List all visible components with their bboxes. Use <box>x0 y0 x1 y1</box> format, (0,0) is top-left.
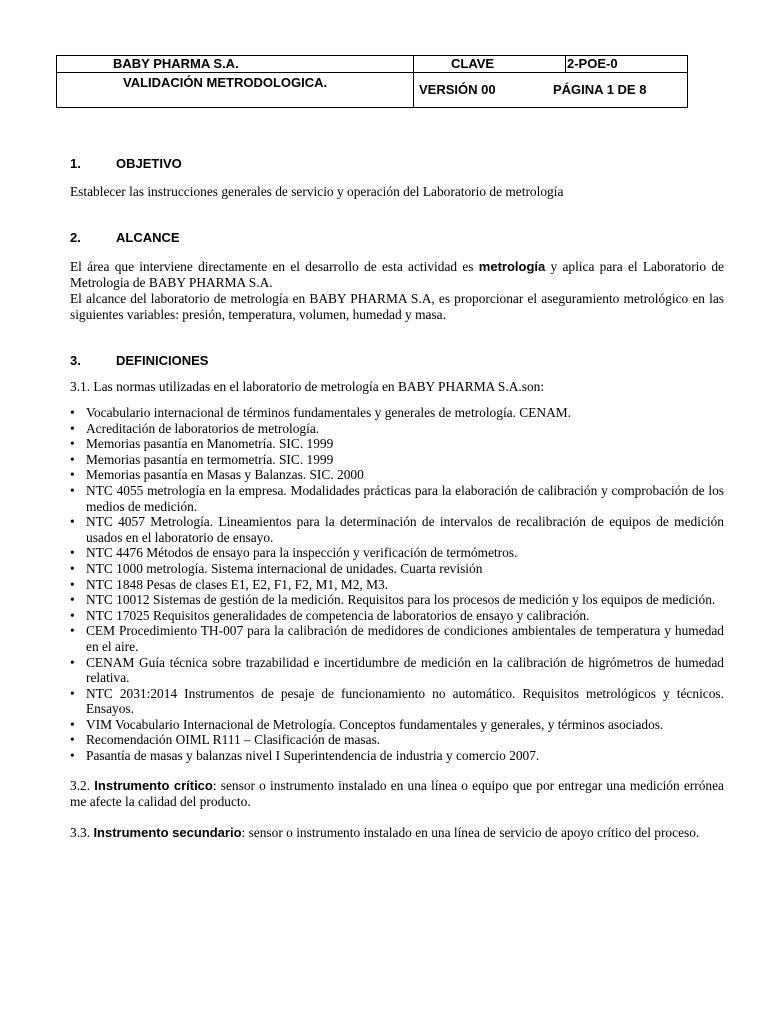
alcance-paragraph-1 <box>70 259 724 291</box>
header-divider-horizontal <box>57 72 687 73</box>
list-item: • VIM Vocabulario Internacional de Metrología. Conceptos fundamentales y generales, y términos asociados. <box>70 717 724 733</box>
section-title: OBJETIVO <box>116 156 182 171</box>
document-title: VALIDACIÓN METRODOLOGICA. <box>123 75 328 90</box>
section-objetivo-heading <box>70 156 724 172</box>
definition-text: : sensor o instrumento instalado en una línea de servicio de apoyo crítico del proceso. <box>241 824 700 840</box>
header-divider-vertical <box>413 56 414 107</box>
list-item: • Memorias pasantía en Masas y Balanzas. SIC. 2000 <box>70 467 724 483</box>
definition-term: Instrumento secundario <box>93 824 242 840</box>
clave-value: 2-POE-0 <box>567 56 618 71</box>
document-header-table <box>56 55 688 108</box>
list-item: • Memorias pasantía en Manometría. SIC. 1999 <box>70 436 724 452</box>
definition-number: 3.2. <box>70 777 95 793</box>
list-item: • NTC 1848 Pesas de clases E1, E2, F1, F2, M1, M2, M3. <box>70 577 724 593</box>
definiciones-intro: 3.1. Las normas utilizadas en el laboratorio de metrología en BABY PHARMA S.A.son: <box>70 379 545 394</box>
alcance-bold-term: metrología <box>478 259 546 274</box>
definition-3-2 <box>70 778 724 810</box>
list-item: • Pasantía de masas y balanzas nivel I Superintendencia de industria y comercio 2007. <box>70 748 724 764</box>
section-number: 2. <box>70 230 81 245</box>
alcance-paragraph-2: El alcance del laboratorio de metrología en BABY PHARMA S.A, es proporcionar el aseguramiento metrológico en las siguientes variables: presión, temperatura, volumen, humedad y masa. <box>70 291 724 322</box>
list-item: • Recomendación OIML R111 – Clasificación de masas. <box>70 732 724 748</box>
section-title: ALCANCE <box>116 230 180 245</box>
list-item: • Acreditación de laboratorios de metrología. <box>70 421 724 437</box>
definition-3-3 <box>70 825 724 841</box>
definition-number: 3.3. <box>70 824 94 840</box>
list-item: • NTC 17025 Requisitos generalidades de competencia de laboratorios de ensayo y calibración. <box>70 608 724 624</box>
alcance-text-before: El área que interviene directamente en el desarrollo de esta actividad es <box>70 259 479 274</box>
objetivo-text: Establecer las instrucciones generales de servicio y operación del Laboratorio de metrología <box>70 184 564 199</box>
version-label: VERSIÓN 00 <box>419 82 496 97</box>
header-divider-clave <box>565 56 566 72</box>
section-alcance-heading <box>70 230 724 246</box>
section-number: 3. <box>70 353 81 368</box>
list-item: • NTC 4476 Métodos de ensayo para la inspección y verificación de termómetros. <box>70 545 724 561</box>
definition-term: Instrumento crítico <box>94 777 213 793</box>
company-name: BABY PHARMA S.A. <box>113 56 239 71</box>
list-item: • CEM Procedimiento TH-007 para la calibración de medidores de condiciones ambientales de temperatura y humedad en el aire. <box>70 623 724 654</box>
alcance-text-after: y aplica para el Laboratorio de Metrologia de BABY PHARMA S.A. <box>70 259 724 290</box>
list-item: • CENAM Guía técnica sobre trazabilidad e incertidumbre de medición en la calibración de higrómetros de humedad relativa. <box>70 655 724 686</box>
section-number: 1. <box>70 156 81 171</box>
list-item: • Memorias pasantía en termometría. SIC. 1999 <box>70 452 724 468</box>
definition-text: : sensor o instrumento instalado en una línea o equipo que por entregar una medición errónea me afecte la calidad del producto. <box>70 777 724 809</box>
list-item: • NTC 2031:2014 Instrumentos de pesaje de funcionamiento no automático. Requisitos metrológicos y técnicos. Ensayos. <box>70 686 724 717</box>
page-label: PÁGINA 1 DE 8 <box>553 82 647 97</box>
document-body <box>70 150 724 841</box>
list-item: • NTC 4057 Metrología. Lineamientos para la determinación de intervalos de recalibración de equipos de medición usados en el laboratorio de ensayo. <box>70 514 724 545</box>
list-item: • Vocabulario internacional de términos fundamentales y generales de metrología. CENAM. <box>70 405 724 421</box>
list-item: • NTC 4055 metrología en la empresa. Modalidades prácticas para la elaboración de calibración y comprobación de los medios de medición. <box>70 483 724 514</box>
section-title: DEFINICIONES <box>116 353 209 368</box>
list-item: • NTC 1000 metrología. Sistema internacional de unidades. Cuarta revisión <box>70 561 724 577</box>
section-definiciones-heading <box>70 353 724 369</box>
normas-list <box>70 405 724 764</box>
clave-label: CLAVE <box>451 56 495 71</box>
list-item: • NTC 10012 Sistemas de gestión de la medición. Requisitos para los procesos de medición y los equipos de medición. <box>70 592 724 608</box>
